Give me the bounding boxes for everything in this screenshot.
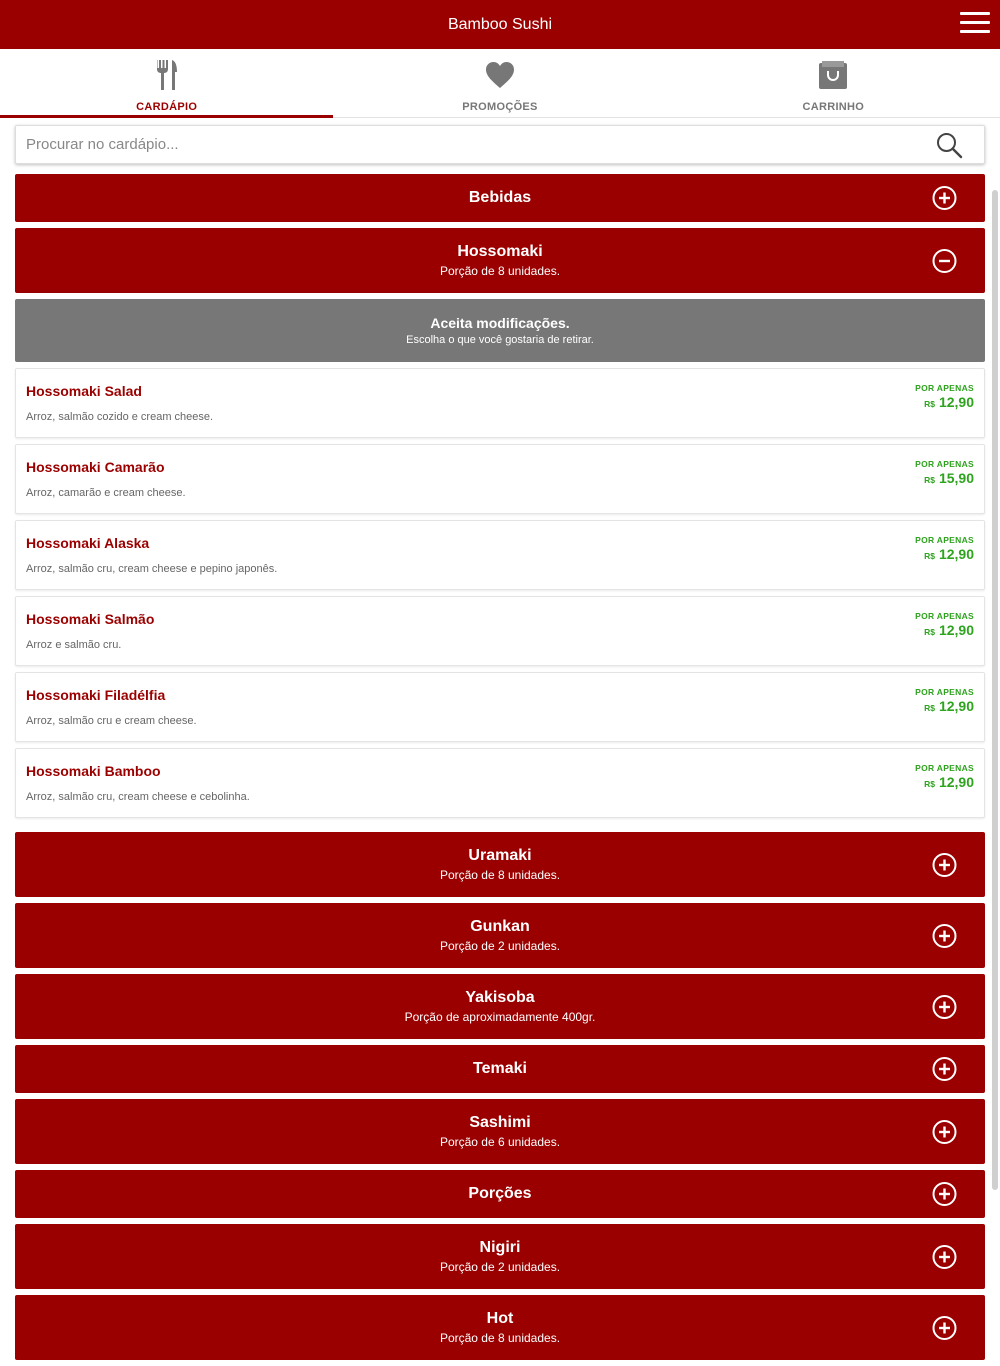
category-name: Hot (486, 1310, 514, 1327)
category-name: Temaki (473, 1060, 527, 1077)
category-name: Hossomaki (457, 243, 543, 260)
expand-plus-icon[interactable] (932, 186, 957, 211)
price-label: POR APENAS (915, 763, 974, 773)
price-value: 12,90 (938, 546, 974, 562)
top-bar (0, 0, 1000, 49)
price-label: POR APENAS (915, 535, 974, 545)
item-name: Hossomaki Salad (26, 383, 142, 399)
tab-bar (0, 49, 1000, 118)
price-value: 12,90 (938, 774, 974, 790)
currency: R$ (924, 703, 935, 713)
expand-plus-icon[interactable] (932, 923, 957, 948)
category-sashimi[interactable] (15, 1099, 985, 1164)
expand-plus-icon[interactable] (932, 1119, 957, 1144)
item-name: Hossomaki Alaska (26, 535, 150, 551)
expand-plus-icon[interactable] (932, 852, 957, 877)
menu-item[interactable] (15, 368, 985, 438)
price-label: POR APENAS (915, 459, 974, 469)
category-subtitle: Porção de 2 unidades. (439, 1260, 561, 1274)
shopping-bag-icon (817, 59, 849, 91)
item-description: Arroz, camarão e cream cheese. (26, 487, 186, 499)
currency: R$ (924, 475, 935, 485)
item-name: Hossomaki Camarão (26, 459, 165, 475)
app-title: Bamboo Sushi (447, 15, 553, 33)
scrollbar[interactable] (992, 190, 998, 1190)
expand-plus-icon[interactable] (932, 1244, 957, 1269)
price-value: 12,90 (938, 698, 974, 714)
category-nigiri[interactable] (15, 1224, 985, 1289)
category-yakisoba[interactable] (15, 974, 985, 1039)
fork-knife-icon (151, 59, 183, 91)
category-name: Nigiri (479, 1239, 521, 1256)
item-price (915, 687, 974, 714)
modification-notice (15, 299, 985, 362)
item-name: Hossomaki Bamboo (26, 763, 161, 779)
item-name: Hossomaki Filadélfia (26, 687, 166, 703)
item-description: Arroz, salmão cru, cream cheese e cebolinha. (26, 791, 250, 803)
tab-promocoes[interactable] (333, 49, 666, 117)
item-description: Arroz, salmão cru e cream cheese. (26, 715, 197, 727)
currency: R$ (924, 551, 935, 561)
price-value: 15,90 (938, 470, 974, 486)
currency: R$ (924, 399, 935, 409)
category-bebidas[interactable] (15, 174, 985, 222)
item-description: Arroz, salmão cozido e cream cheese. (26, 411, 214, 423)
item-price (915, 611, 974, 638)
collapse-minus-icon[interactable] (932, 248, 957, 273)
currency: R$ (924, 779, 935, 789)
item-name: Hossomaki Salmão (26, 611, 155, 627)
tab-carrinho[interactable] (667, 49, 1000, 117)
expand-plus-icon[interactable] (932, 994, 957, 1019)
category-gunkan[interactable] (15, 903, 985, 968)
category-subtitle: Porção de 8 unidades. (439, 868, 561, 882)
tab-cardapio[interactable] (0, 49, 333, 117)
menu-item[interactable] (15, 444, 985, 514)
menu-item[interactable] (15, 748, 985, 818)
price-value: 12,90 (938, 394, 974, 410)
category-subtitle: Porção de aproximadamente 400gr. (404, 1010, 596, 1024)
tab-label: CARRINHO (802, 101, 865, 113)
category-name: Uramaki (468, 847, 532, 864)
expand-plus-icon[interactable] (932, 1057, 957, 1082)
category-name: Porções (468, 1185, 532, 1202)
price-value: 12,90 (938, 622, 974, 638)
category-subtitle: Porção de 8 unidades. (439, 1331, 561, 1345)
item-description: Arroz e salmão cru. (26, 639, 122, 651)
menu-item[interactable] (15, 596, 985, 666)
menu-item[interactable] (15, 520, 985, 590)
category-porcoes[interactable] (15, 1170, 985, 1218)
heart-icon (484, 59, 516, 91)
expand-plus-icon[interactable] (932, 1182, 957, 1207)
category-hossomaki[interactable] (15, 228, 985, 293)
search-icon[interactable] (936, 132, 962, 158)
category-name: Sashimi (469, 1114, 531, 1131)
menu-content (15, 125, 985, 1366)
price-label: POR APENAS (915, 687, 974, 697)
item-price (915, 763, 974, 790)
price-label: POR APENAS (915, 383, 974, 393)
category-name: Gunkan (470, 918, 530, 935)
price-label: POR APENAS (915, 611, 974, 621)
category-name: Yakisoba (465, 989, 535, 1006)
menu-item[interactable] (15, 672, 985, 742)
category-subtitle: Porção de 6 unidades. (439, 1135, 561, 1149)
category-subtitle: Porção de 8 unidades. (439, 264, 561, 278)
hamburger-menu-icon[interactable] (960, 12, 990, 36)
category-uramaki[interactable] (15, 832, 985, 897)
search-input[interactable] (16, 126, 916, 163)
item-price (915, 383, 974, 410)
category-subtitle: Porção de 2 unidades. (439, 939, 561, 953)
tab-label: PROMOÇÕES (462, 101, 538, 113)
tab-label: CARDÁPIO (136, 101, 198, 113)
item-price (915, 535, 974, 562)
category-name: Bebidas (468, 189, 532, 206)
item-price (915, 459, 974, 486)
currency: R$ (924, 627, 935, 637)
expand-plus-icon[interactable] (932, 1315, 957, 1340)
category-temaki[interactable] (15, 1045, 985, 1093)
notice-title: Aceita modificações. (430, 315, 570, 331)
search-box (15, 125, 985, 164)
notice-subtitle: Escolha o que você gostaria de retirar. (406, 334, 594, 346)
item-description: Arroz, salmão cru, cream cheese e pepino japonês. (26, 563, 278, 575)
category-hot[interactable] (15, 1295, 985, 1360)
